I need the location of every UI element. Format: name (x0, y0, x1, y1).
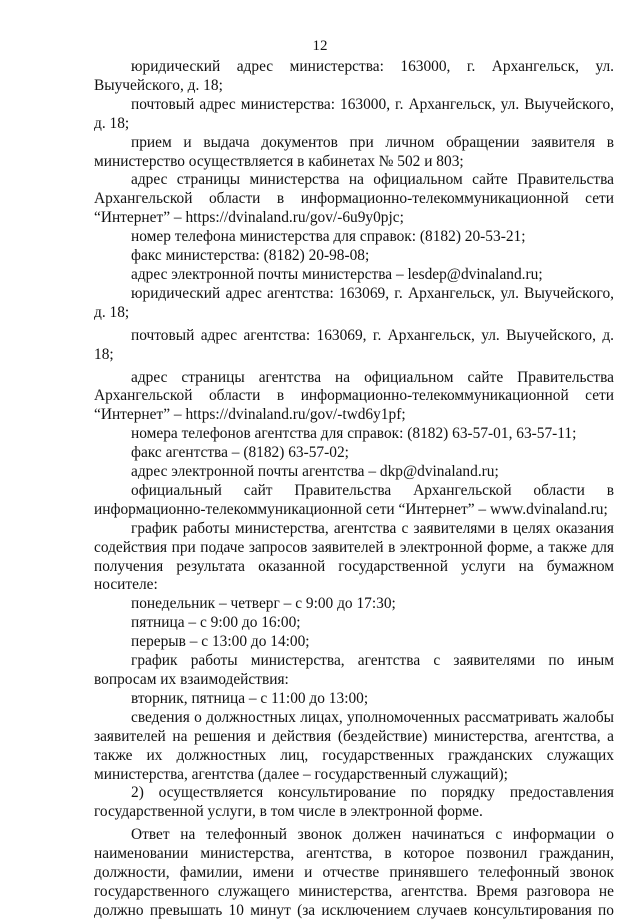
paragraph-schedule-mon-thu: понедельник – четверг – с 9:00 до 17:30; (131, 595, 396, 613)
paragraph-postal-address-agency: почтовый адрес агентства: 163069, г. Архангельск, ул. Выучейского, д. 18; (94, 326, 614, 363)
paragraph-phone-answer-rules: Ответ на телефонный звонок должен начинаться с информации о наименовании министерства, агентства, в которое позвонил гражданин, должности, фамилии, имени и отчестве принявшего телефонный звонок государственного служащего министерства, агентства. Время разговора не должно превышать 10 минут (за исключением случаев консультирования по (94, 826, 614, 919)
paragraph-ministry-email: адрес электронной почты министерства – lesdep@dvinaland.ru; (131, 265, 543, 283)
paragraph-document-reception: прием и выдача документов при личном обращении заявителя в министерство осуществляется в кабинетах № 502 и 803; (94, 133, 614, 170)
document-body (94, 58, 614, 921)
paragraph-ministry-fax: факс министерства: (8182) 20-98-08; (131, 247, 370, 265)
paragraph-complaint-officials: сведения о должностных лицах, уполномоченных рассматривать жалобы заявителей на решения и действия (бездействие) министерства, агентства, а также их должностных лиц, государственных гражданских служащих министерства, агентства (далее – государственный служащий); (94, 708, 614, 783)
paragraph-schedule-break: перерыв – с 13:00 до 14:00; (131, 633, 310, 651)
page-number: 12 (312, 38, 328, 54)
paragraph-agency-phones: номера телефонов агентства для справок: (8182) 63-57-01, 63-57-11; (131, 425, 577, 443)
paragraph-legal-address-ministry: юридический адрес министерства: 163000, г. Архангельск, ул. Выучейского, д. 18; (94, 58, 614, 94)
paragraph-official-website: официальный сайт Правительства Архангельской области в информационно-телекоммуникационной сети “Интернет” – www.dvinaland.ru; (94, 481, 614, 518)
paragraph-schedule-fri: пятница – с 9:00 до 16:00; (131, 614, 301, 632)
paragraph-postal-address-ministry: почтовый адрес министерства: 163000, г. Архангельск, ул. Выучейского, д. 18; (94, 95, 614, 132)
paragraph-agency-fax: факс агентства – (8182) 63-57-02; (131, 444, 349, 462)
paragraph-ministry-website: адрес страницы министерства на официальном сайте Правительства Архангельской области в информационно-телекоммуникационной сети “Интернет” – https://dvinaland.ru/gov/-6u9y0pjc; (94, 171, 614, 227)
paragraph-agency-website: адрес страницы агентства на официальном сайте Правительства Архангельской области в информационно-телекоммуникационной сети “Интернет” – https://dvinaland.ru/gov/-twd6y1pf; (94, 368, 614, 424)
paragraph-consulting: 2) осуществляется консультирование по порядку предоставления государственной услуги, в том числе в электронной форме. (94, 784, 614, 821)
paragraph-work-schedule-electronic: график работы министерства, агентства с заявителями в целях оказания содействия при подаче запросов заявителей в электронной форме, а также для получения результата оказанной государственной услуги на бумажном носителе: (94, 519, 614, 594)
paragraph-legal-address-agency: юридический адрес агентства: 163069, г. Архангельск, ул. Выучейского, д. 18; (94, 284, 614, 321)
paragraph-ministry-phone: номер телефона министерства для справок: (8182) 20-53-21; (131, 228, 526, 246)
paragraph-work-schedule-other: график работы министерства, агентства с заявителями по иным вопросам их взаимодействия: (94, 652, 614, 688)
paragraph-schedule-tue-fri: вторник, пятница – с 11:00 до 13:00; (131, 689, 369, 707)
paragraph-agency-email: адрес электронной почты агентства – dkp@dvinaland.ru; (131, 463, 499, 481)
